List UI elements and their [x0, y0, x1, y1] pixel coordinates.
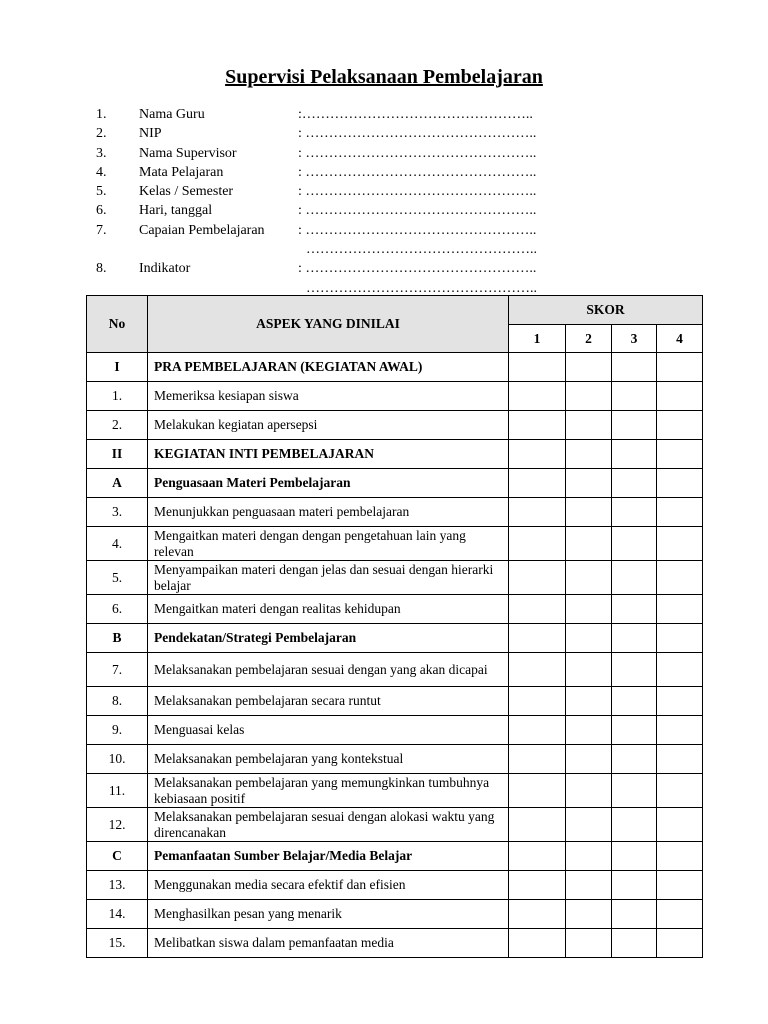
- row-aspect-text: Melaksanakan pembelajaran sesuai dengan yang akan dicapai: [148, 653, 509, 687]
- info-field-value[interactable]: : …………………………………………..: [298, 184, 537, 200]
- score-cell[interactable]: [612, 745, 657, 774]
- score-cell[interactable]: [509, 871, 566, 900]
- row-aspect-text: Mengaitkan materi dengan realitas kehidupan: [148, 595, 509, 624]
- row-number: C: [87, 842, 148, 871]
- score-cell[interactable]: [612, 498, 657, 527]
- score-cell[interactable]: [657, 561, 703, 595]
- score-cell[interactable]: [657, 440, 703, 469]
- row-aspect-text: Pemanfaatan Sumber Belajar/Media Belajar: [148, 842, 509, 871]
- table-row: [87, 527, 703, 561]
- score-cell[interactable]: [509, 808, 566, 842]
- score-cell[interactable]: [509, 353, 566, 382]
- info-field-number: 4.: [96, 164, 107, 180]
- score-cell[interactable]: [612, 595, 657, 624]
- row-aspect-text: Pendekatan/Strategi Pembelajaran: [148, 624, 509, 653]
- info-field-value[interactable]: : …………………………………………..: [298, 203, 537, 219]
- row-aspect-text: Memeriksa kesiapan siswa: [148, 382, 509, 411]
- score-cell[interactable]: [657, 527, 703, 561]
- table-row: [87, 900, 703, 929]
- info-field-label: Hari, tanggal: [139, 203, 213, 219]
- score-cell[interactable]: [612, 527, 657, 561]
- score-cell[interactable]: [657, 595, 703, 624]
- table-row: [87, 411, 703, 440]
- score-cell[interactable]: [657, 871, 703, 900]
- score-cell[interactable]: [657, 687, 703, 716]
- score-column-header: 4: [657, 325, 703, 353]
- row-number: 2.: [87, 411, 148, 440]
- score-cell[interactable]: [566, 527, 612, 561]
- score-cell[interactable]: [566, 687, 612, 716]
- score-cell[interactable]: [612, 382, 657, 411]
- score-cell[interactable]: [509, 745, 566, 774]
- score-cell[interactable]: [509, 411, 566, 440]
- score-cell[interactable]: [612, 716, 657, 745]
- score-cell[interactable]: [566, 900, 612, 929]
- header-aspek: ASPEK YANG DINILAI: [148, 296, 509, 353]
- table-row: [87, 382, 703, 411]
- table-row: [87, 808, 703, 842]
- table-row: [87, 595, 703, 624]
- score-cell[interactable]: [657, 774, 703, 808]
- row-aspect-text: Melaksanakan pembelajaran sesuai dengan alokasi waktu yang direncanakan: [148, 808, 509, 842]
- row-number: 5.: [87, 561, 148, 595]
- section-row: [87, 469, 703, 498]
- info-field-row: [96, 201, 696, 220]
- table-row: [87, 774, 703, 808]
- row-number: 13.: [87, 871, 148, 900]
- info-field-label: Nama Guru: [139, 107, 205, 122]
- table-row: [87, 716, 703, 745]
- table-row: [87, 929, 703, 958]
- row-number: A: [87, 469, 148, 498]
- score-cell[interactable]: [612, 687, 657, 716]
- score-cell[interactable]: [566, 440, 612, 469]
- score-cell[interactable]: [657, 653, 703, 687]
- score-cell[interactable]: [509, 929, 566, 958]
- info-field-label: Kelas / Semester: [139, 184, 234, 200]
- info-fields: [96, 105, 696, 298]
- score-cell[interactable]: [566, 808, 612, 842]
- score-cell[interactable]: [566, 745, 612, 774]
- score-cell[interactable]: [566, 353, 612, 382]
- info-field-value[interactable]: : …………………………………………..: [298, 222, 537, 238]
- score-cell[interactable]: [509, 561, 566, 595]
- score-cell[interactable]: [612, 469, 657, 498]
- score-cell[interactable]: [612, 353, 657, 382]
- row-aspect-text: Menunjukkan penguasaan materi pembelajaran: [148, 498, 509, 527]
- score-cell[interactable]: [612, 842, 657, 871]
- info-field-row: [96, 105, 696, 124]
- info-field-value[interactable]: : …………………………………………..: [298, 145, 537, 161]
- row-aspect-text: Menyampaikan materi dengan jelas dan sesuai dengan hierarki belajar: [148, 561, 509, 595]
- row-number: 11.: [87, 774, 148, 808]
- row-number: 9.: [87, 716, 148, 745]
- score-cell[interactable]: [566, 382, 612, 411]
- score-cell[interactable]: [509, 440, 566, 469]
- table-row: [87, 745, 703, 774]
- score-cell[interactable]: [509, 382, 566, 411]
- score-cell[interactable]: [657, 842, 703, 871]
- row-number: II: [87, 440, 148, 469]
- row-aspect-text: Menggunakan media secara efektif dan efisien: [148, 871, 509, 900]
- table-row: [87, 498, 703, 527]
- info-field-value[interactable]: : …………………………………………..: [298, 164, 537, 180]
- header-skor: SKOR: [509, 296, 703, 325]
- score-cell[interactable]: [509, 716, 566, 745]
- score-cell[interactable]: [566, 624, 612, 653]
- info-field-row: [96, 163, 696, 182]
- section-row: [87, 353, 703, 382]
- row-number: B: [87, 624, 148, 653]
- info-field-continuation[interactable]: …………………………………………..: [306, 242, 537, 258]
- score-cell[interactable]: [657, 900, 703, 929]
- score-cell[interactable]: [509, 653, 566, 687]
- info-field-label: Mata Pelajaran: [139, 164, 224, 180]
- score-cell[interactable]: [566, 871, 612, 900]
- score-cell[interactable]: [612, 653, 657, 687]
- table-row: [87, 687, 703, 716]
- info-field-row: [96, 182, 696, 201]
- info-field-number: 5.: [96, 184, 107, 200]
- score-cell[interactable]: [566, 842, 612, 871]
- row-number: 14.: [87, 900, 148, 929]
- info-field-value[interactable]: : …………………………………………..: [298, 261, 537, 277]
- info-field-row: [96, 221, 696, 240]
- score-cell[interactable]: [657, 469, 703, 498]
- row-number: 4.: [87, 527, 148, 561]
- info-field-number: 3.: [96, 145, 107, 161]
- info-field-number: 7.: [96, 222, 107, 238]
- score-cell[interactable]: [612, 871, 657, 900]
- score-cell[interactable]: [566, 561, 612, 595]
- score-cell[interactable]: [612, 561, 657, 595]
- info-field-value[interactable]: : …………………………………………..: [298, 126, 537, 142]
- row-aspect-text: KEGIATAN INTI PEMBELAJARAN: [148, 440, 509, 469]
- row-aspect-text: Melakukan kegiatan apersepsi: [148, 411, 509, 440]
- score-cell[interactable]: [566, 774, 612, 808]
- info-field-value[interactable]: :…………………………………………..: [298, 107, 533, 122]
- info-field-row: [96, 144, 696, 163]
- score-cell[interactable]: [509, 498, 566, 527]
- info-field-number: 8.: [96, 261, 107, 277]
- score-cell[interactable]: [657, 929, 703, 958]
- score-cell[interactable]: [566, 469, 612, 498]
- section-row: [87, 842, 703, 871]
- score-cell[interactable]: [657, 808, 703, 842]
- row-number: 12.: [87, 808, 148, 842]
- score-cell[interactable]: [657, 624, 703, 653]
- score-cell[interactable]: [657, 353, 703, 382]
- table-row: [87, 653, 703, 687]
- score-cell[interactable]: [566, 595, 612, 624]
- score-cell[interactable]: [509, 687, 566, 716]
- score-cell[interactable]: [612, 808, 657, 842]
- section-row: [87, 440, 703, 469]
- info-field-label: Indikator: [139, 261, 191, 277]
- info-field-label: Nama Supervisor: [139, 145, 237, 161]
- document-title: Supervisi Pelaksanaan Pembelajaran: [225, 66, 543, 88]
- row-aspect-text: Menghasilkan pesan yang menarik: [148, 900, 509, 929]
- table-row: [87, 561, 703, 595]
- row-aspect-text: Menguasai kelas: [148, 716, 509, 745]
- row-aspect-text: Melaksanakan pembelajaran yang kontekstual: [148, 745, 509, 774]
- row-aspect-text: PRA PEMBELAJARAN (KEGIATAN AWAL): [148, 353, 509, 382]
- info-field-label: NIP: [139, 126, 162, 142]
- score-cell[interactable]: [509, 900, 566, 929]
- info-field-number: 6.: [96, 203, 107, 219]
- score-cell[interactable]: [657, 382, 703, 411]
- score-cell[interactable]: [566, 653, 612, 687]
- row-number: 3.: [87, 498, 148, 527]
- row-number: 15.: [87, 929, 148, 958]
- score-cell[interactable]: [612, 929, 657, 958]
- row-aspect-text: Melaksanakan pembelajaran yang memungkinkan tumbuhnya kebiasaan positif: [148, 774, 509, 808]
- info-field-number: 2.: [96, 126, 107, 142]
- score-cell[interactable]: [566, 716, 612, 745]
- score-cell[interactable]: [657, 745, 703, 774]
- row-number: 1.: [87, 382, 148, 411]
- info-field-number: 1.: [96, 107, 107, 122]
- score-cell[interactable]: [657, 411, 703, 440]
- score-cell[interactable]: [509, 595, 566, 624]
- header-no: No: [87, 296, 148, 353]
- score-column-header: 2: [566, 325, 612, 353]
- score-cell[interactable]: [566, 929, 612, 958]
- info-field-row: [96, 124, 696, 143]
- section-row: [87, 624, 703, 653]
- row-aspect-text: Melibatkan siswa dalam pemanfaatan media: [148, 929, 509, 958]
- score-cell[interactable]: [509, 469, 566, 498]
- row-number: 6.: [87, 595, 148, 624]
- score-cell[interactable]: [657, 498, 703, 527]
- row-number: 8.: [87, 687, 148, 716]
- row-aspect-text: Penguasaan Materi Pembelajaran: [148, 469, 509, 498]
- row-aspect-text: Mengaitkan materi dengan dengan pengetahuan lain yang relevan: [148, 527, 509, 561]
- score-cell[interactable]: [509, 624, 566, 653]
- row-number: I: [87, 353, 148, 382]
- row-number: 7.: [87, 653, 148, 687]
- score-column-header: 1: [509, 325, 566, 353]
- score-cell[interactable]: [612, 774, 657, 808]
- score-cell[interactable]: [612, 440, 657, 469]
- score-cell[interactable]: [509, 842, 566, 871]
- score-cell[interactable]: [657, 716, 703, 745]
- row-number: 10.: [87, 745, 148, 774]
- info-field-row: [96, 259, 696, 278]
- table-row: [87, 871, 703, 900]
- score-cell[interactable]: [566, 411, 612, 440]
- score-cell[interactable]: [509, 774, 566, 808]
- score-cell[interactable]: [612, 900, 657, 929]
- score-cell[interactable]: [566, 498, 612, 527]
- info-field-continuation-row: [96, 240, 696, 259]
- score-column-header: 3: [612, 325, 657, 353]
- row-aspect-text: Melaksanakan pembelajaran secara runtut: [148, 687, 509, 716]
- info-field-continuation[interactable]: …………………………………………..: [306, 280, 537, 296]
- score-cell[interactable]: [509, 527, 566, 561]
- info-field-label: Capaian Pembelajaran: [139, 222, 265, 238]
- score-cell[interactable]: [612, 624, 657, 653]
- supervision-score-table: [86, 295, 703, 958]
- score-cell[interactable]: [612, 411, 657, 440]
